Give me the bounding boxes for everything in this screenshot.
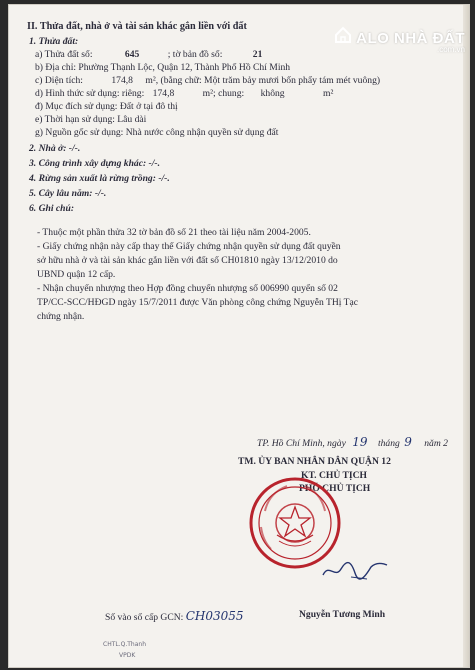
page-edge [463, 5, 469, 668]
watermark-domain: .com.vn [436, 45, 465, 54]
construction-row: 3. Công trình xây dựng khác: -/-. [29, 158, 161, 169]
registry-row [105, 610, 244, 624]
usage-common-value: không [260, 88, 285, 99]
parcel-address: b) Địa chỉ: Phường Thạnh Lộc, Quận 12, Thành Phố Hồ Chí Minh [35, 62, 291, 73]
document-page [8, 4, 470, 668]
area-in-words: m², (bằng chữ: Một trăm bảy mươi bốn phẩy tám mét vuông) [145, 75, 381, 86]
perennial-row: 5. Cây lâu năm: -/-. [29, 188, 107, 199]
authority-title: TM. ỦY BAN NHÂN DÂN QUẬN 12 [238, 456, 391, 467]
bottom-stamps [19, 641, 146, 659]
year-prefix: năm 2 [424, 438, 448, 449]
parcel-number-value: 645 [124, 49, 140, 60]
map-sheet-label: ; tờ bản đồ số: [167, 49, 223, 60]
notes-heading: 6. Ghi chú: [29, 203, 75, 214]
usage-form-label: d) Hình thức sử dụng: riêng: [35, 88, 145, 99]
forest-row: 4. Rừng sản xuất là rừng trồng: -/-. [29, 173, 170, 184]
usage-common-unit: m² [322, 88, 334, 99]
registry-label: Số vào sổ cấp GCN: [105, 612, 184, 623]
parcel-area-row [35, 75, 380, 87]
note-line: chứng nhận. [37, 311, 85, 322]
usage-purpose: đ) Mục đích sử dụng: Đất ở tại đô thị [35, 101, 178, 112]
month-label: tháng [377, 438, 400, 449]
note-line: UBND quận 12 cấp. [37, 269, 116, 280]
handwritten-signature [321, 557, 391, 588]
area-label: c) Diện tích: [35, 75, 83, 86]
note-line: - Thuộc một phần thửa 32 tờ bản đồ số 21 theo tài liệu năm 2004-2005. [37, 227, 311, 238]
bottom-stamp-line: CHTL.Q.Thanh [103, 641, 146, 648]
place-date [257, 436, 448, 450]
watermark-brand: ALO NHÀ ĐẤT [356, 30, 465, 47]
parcel-heading: 1. Thửa đất: [29, 36, 79, 47]
note-line: - Giấy chứng nhận này cấp thay thế Giấy chứng nhận quyền sử dụng đất quyền [37, 241, 341, 252]
note-line: - Nhận chuyển nhượng theo Hợp đồng chuyển nhượng số 006990 quyển số 02 [37, 283, 338, 294]
watermark [356, 30, 465, 54]
sign-month: 9 [404, 435, 412, 449]
place-date-label: TP. Hồ Chí Minh, ngày [257, 438, 346, 449]
house-logo-icon [334, 26, 352, 49]
section-heading: II. Thửa đất, nhà ở và tài sản khác gắn liền với đất [27, 21, 247, 32]
registry-number: CH03055 [185, 609, 244, 623]
kt-title: KT. CHỦ TỊCH [301, 470, 368, 481]
usage-origin: g) Nguồn gốc sử dụng: Nhà nước công nhận quyền sử dụng đất [35, 127, 279, 138]
usage-private-value: 174,8 [152, 88, 175, 99]
usage-form-row [35, 88, 333, 100]
parcel-number-label: a) Thửa đất số: [35, 49, 93, 60]
note-line: TP/CC-SCC/HĐGD ngày 15/7/2011 được Văn phòng công chứng Nguyễn THị Tạc [37, 297, 359, 308]
map-sheet-value: 21 [252, 49, 263, 60]
usage-common-label: m²; chung: [202, 88, 245, 99]
parcel-number-row [35, 49, 262, 61]
vice-chair-title: PHÓ CHỦ TỊCH [299, 483, 371, 494]
house-row: 2. Nhà ở: -/-. [29, 143, 81, 154]
usage-term: e) Thời hạn sử dụng: Lâu dài [35, 114, 147, 125]
bottom-stamp-line: VPDK [119, 652, 136, 659]
area-value: 174,8 [111, 75, 133, 86]
signer-name: Nguyễn Tương Minh [299, 609, 386, 620]
note-line: sở hữu nhà ở và tài sản khác gắn liền với đất số CH01810 ngày 13/12/2010 do [37, 255, 338, 266]
sign-day: 19 [352, 435, 368, 449]
